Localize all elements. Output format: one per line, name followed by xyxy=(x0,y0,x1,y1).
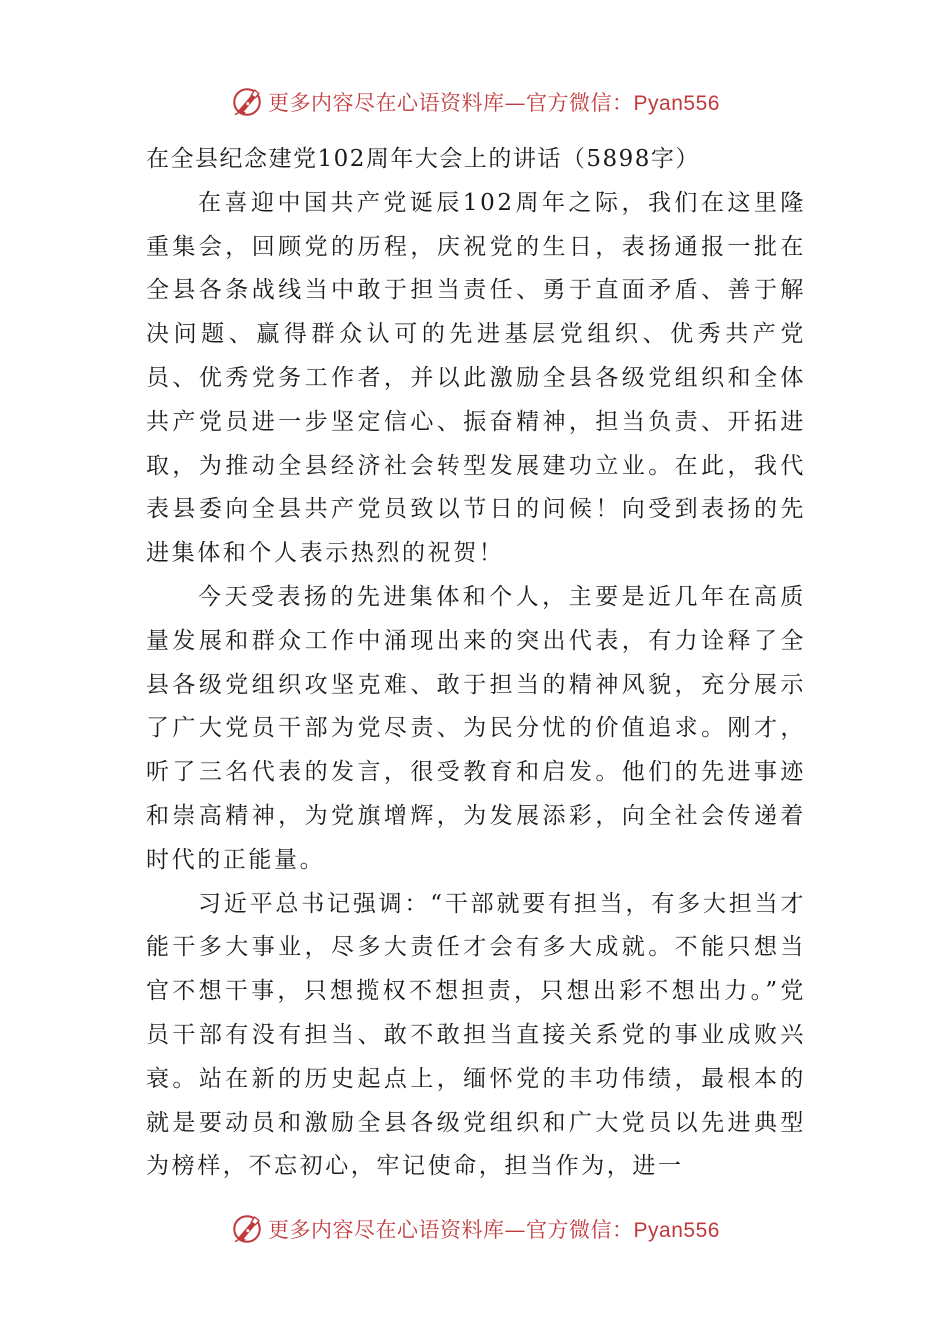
document-title: 在全县纪念建党102周年大会上的讲话（5898字） xyxy=(146,146,700,172)
header-banner-text xyxy=(268,87,720,117)
paragraph-1: 在喜迎中国共产党诞辰102周年之际，我们在这里隆重集会，回顾党的历程，庆祝党的生日，表扬通报一批在全县各条战线当中敢于担当责任、勇于直面矛盾、善于解决问题、赢得群众认可的先进基层党组织、优秀共产党员、优秀党务工作者，并以此激励全县各级党组织和全体共产党员进一步坚定信心、振奋精神，担当负责、开拓进取，为推动全县经济社会转型发展建功立业。在此，我代表县委向全县共产党员致以节日的问候！向受到表扬的先进集体和个人表示热烈的祝贺！ xyxy=(146,189,806,567)
header-banner-slogan: 更多内容尽在心语资料库—官方微信： xyxy=(268,91,634,115)
header-banner-wechat-id: Pyan556 xyxy=(633,92,720,115)
footer-banner-slogan: 更多内容尽在心语资料库—官方微信： xyxy=(268,1218,634,1242)
header-banner-content xyxy=(230,85,720,119)
header-banner xyxy=(0,82,950,122)
pen-nib-logo-icon xyxy=(230,85,264,119)
document-body xyxy=(146,138,806,1189)
paragraph-2: 今天受表扬的先进集体和个人，主要是近几年在高质量发展和群众工作中涌现出来的突出代表，有力诠释了全县各级党组织攻坚克难、敢于担当的精神风貌，充分展示了广大党员干部为党尽责、为民分忧的价值追求。刚才，听了三名代表的发言，很受教育和启发。他们的先进事迹和崇高精神，为党旗增辉，为发展添彩，向全社会传递着时代的正能量。 xyxy=(146,583,806,873)
footer-banner-content xyxy=(230,1212,720,1246)
footer-banner-wechat-id: Pyan556 xyxy=(633,1219,720,1242)
footer-banner xyxy=(0,1209,950,1249)
footer-banner-text xyxy=(268,1214,720,1244)
paragraph-3: 习近平总书记强调：“干部就要有担当，有多大担当才能干多大事业，尽多大责任才会有多大成就。不能只想当官不想干事，只想揽权不想担责，只想出彩不想出力。”党员干部有没有担当、敢不敢担当直接关系党的事业成败兴衰。站在新的历史起点上，缅怀党的丰功伟绩，最根本的就是要动员和激励全县各级党组织和广大党员以先进典型为榜样，不忘初心，牢记使命，担当作为，进一 xyxy=(146,890,806,1180)
pen-nib-logo-icon xyxy=(230,1212,264,1246)
